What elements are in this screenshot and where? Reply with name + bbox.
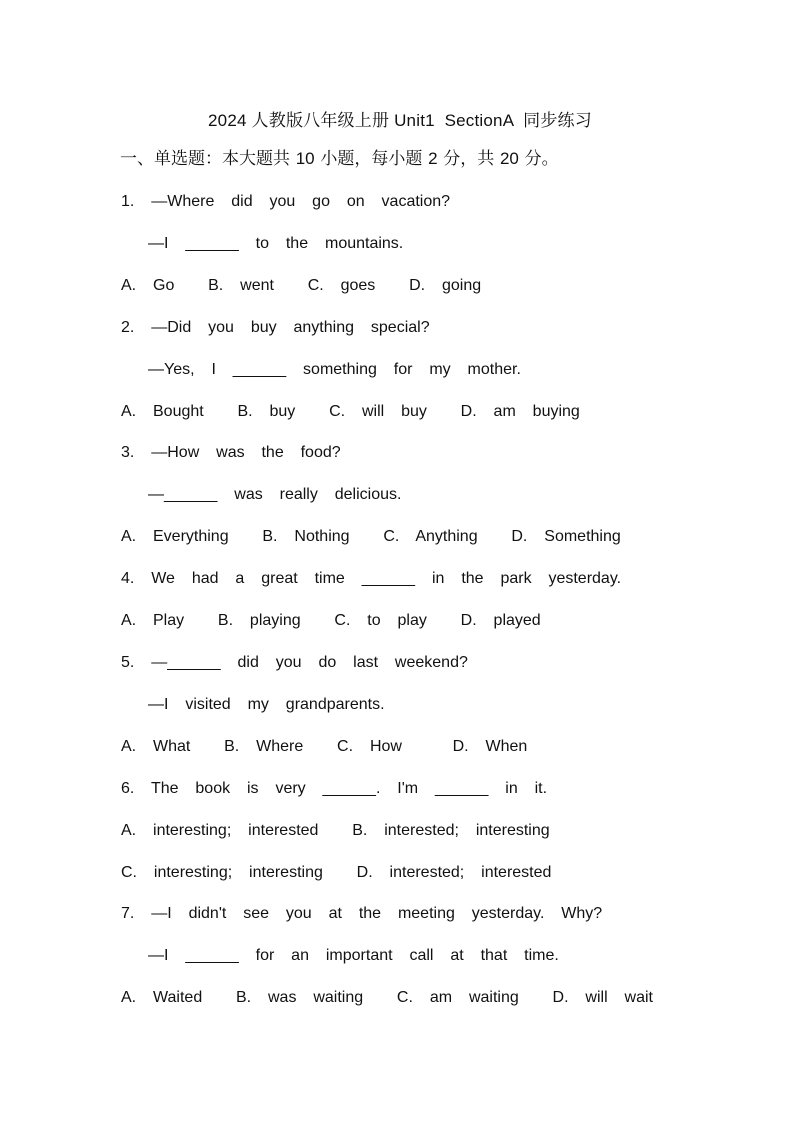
question-1-options: A. Go B. went C. goes D. going (121, 277, 482, 294)
question-7-stem: 7. —I didn't see you at the meeting yesterday. Why? (121, 905, 603, 922)
question-6-stem: 6. The book is very ______. I'm ______ in it. (121, 780, 548, 797)
question-5-options: A. What B. Where C. How D. When (121, 738, 528, 755)
question-6-options-ab: A. interesting; interested B. interested; interesting (121, 822, 550, 839)
question-4-stem: 4. We had a great time ______ in the park yesterday. (121, 570, 622, 587)
question-1-response: —I ______ to the mountains. (148, 235, 404, 252)
question-3-options: A. Everything B. Nothing C. Anything D. Something (121, 528, 621, 545)
question-6-options-cd: C. interesting; interesting D. interested; interested (121, 864, 552, 881)
question-5-response: —I visited my grandparents. (148, 696, 385, 713)
question-2-stem: 2. —Did you buy anything special? (121, 319, 430, 336)
section-header: 一、单选题：本大题共 10 小题，每小题 2 分，共 20 分。 (120, 149, 559, 168)
question-7-response: —I ______ for an important call at that time. (148, 947, 559, 964)
question-4-options: A. Play B. playing C. to play D. played (121, 612, 541, 629)
question-7-options: A. Waited B. was waiting C. am waiting D. will wait (121, 989, 653, 1006)
question-1-stem: 1. —Where did you go on vacation? (121, 193, 451, 210)
document-title: 2024 人教版八年级上册 Unit1 SectionA 同步练习 (208, 111, 592, 130)
question-2-options: A. Bought B. buy C. will buy D. am buying (121, 403, 580, 420)
question-3-stem: 3. —How was the food? (121, 444, 341, 461)
question-3-response: —______ was really delicious. (148, 486, 402, 503)
question-5-stem: 5. —______ did you do last weekend? (121, 654, 468, 671)
question-2-response: —Yes, I ______ something for my mother. (148, 361, 521, 378)
